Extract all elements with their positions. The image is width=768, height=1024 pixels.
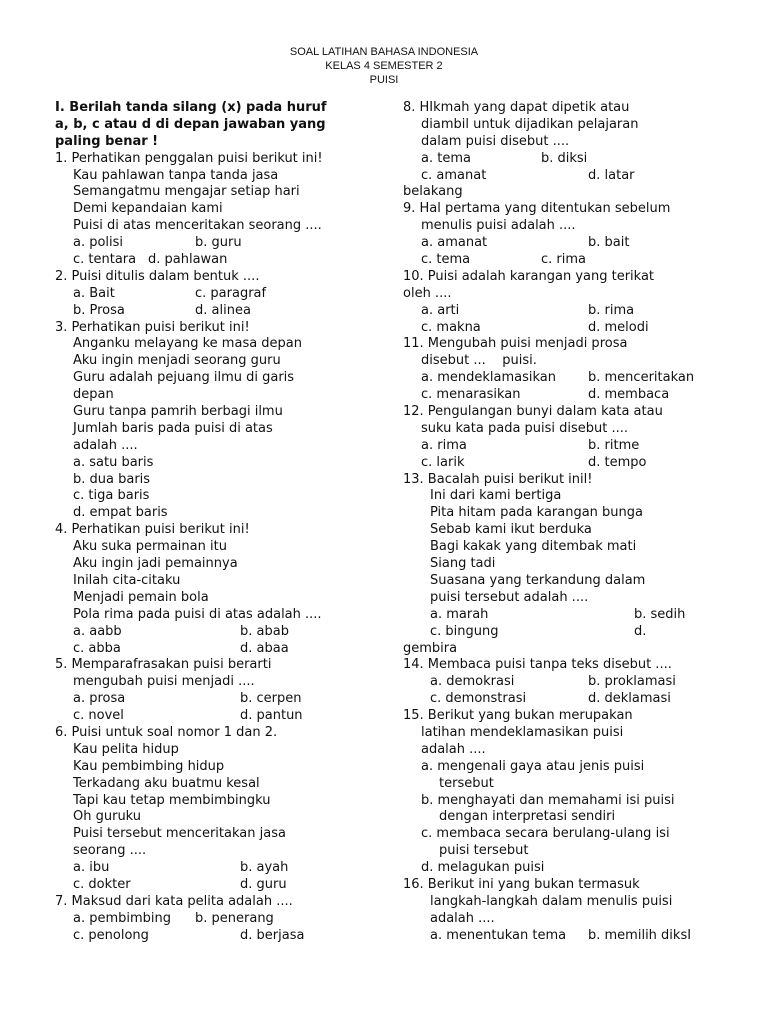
options-row xyxy=(55,252,390,269)
option-d[interactable]: d. berjasa xyxy=(240,927,305,943)
options-row xyxy=(403,455,718,472)
document-header xyxy=(0,45,768,87)
option-c[interactable]: c. tiga baris xyxy=(73,488,150,504)
poem-line: Kau pelita hidup xyxy=(73,741,179,757)
option-c[interactable]: c. bingung xyxy=(430,623,499,639)
option-a[interactable]: a. amanat xyxy=(421,235,488,251)
question-16-stem: 16. Berikut ini yang bukan termasuk xyxy=(403,876,640,892)
option-a[interactable]: a. Bait xyxy=(73,285,115,301)
question-2-stem: 2. Puisi ditulis dalam bentuk .... xyxy=(55,268,260,284)
options-row xyxy=(55,286,390,303)
options-row xyxy=(403,151,718,168)
question-15-stem: latihan mendeklamasikan puisi xyxy=(421,724,624,740)
question-9-stem: menulis puisi adalah .... xyxy=(421,218,576,234)
right-column xyxy=(403,100,718,945)
options-row xyxy=(55,911,390,928)
poem-line: Sebab kami ikut berduka xyxy=(430,522,592,538)
option-a[interactable]: a. rima xyxy=(421,437,467,453)
question-12-stem: suku kata pada puisi disebut .... xyxy=(421,420,629,436)
options-row xyxy=(403,607,718,624)
poem-line: depan xyxy=(73,387,114,403)
question-14-stem: 14. Membaca puisi tanpa teks disebut .... xyxy=(403,657,672,673)
option-b-continued: dengan interpretasi sendiri xyxy=(439,809,616,825)
options-row xyxy=(403,303,718,320)
option-a[interactable]: a. arti xyxy=(421,302,460,318)
option-a[interactable]: a. aabb xyxy=(73,623,122,639)
option-d[interactable]: d. latar xyxy=(588,167,635,183)
question-10-stem: oleh .... xyxy=(403,285,452,301)
option-a[interactable]: a. ibu xyxy=(73,860,110,876)
option-a[interactable]: a. satu baris xyxy=(73,454,154,470)
options-row xyxy=(55,708,390,725)
option-d-continued: gembira xyxy=(403,640,458,656)
option-d[interactable]: d. alinea xyxy=(195,302,251,318)
option-a[interactable]: a. mengenali gaya atau jenis puisi xyxy=(421,758,645,774)
option-b[interactable]: b. bait xyxy=(588,235,630,251)
poem-line: Tapi kau tetap membimbingku xyxy=(73,792,271,808)
option-c[interactable]: c. demonstrasi xyxy=(430,691,527,707)
poem-line: Bagi kakak yang ditembak mati xyxy=(430,539,637,555)
question-3-prompt: adalah .... xyxy=(73,437,138,453)
question-11-stem: disebut ... puisi. xyxy=(421,353,537,369)
options-row xyxy=(403,235,718,252)
options-row xyxy=(403,387,718,404)
poem-line: Kau pahlawan tanpa tanda jasa xyxy=(73,167,279,183)
options-row xyxy=(403,674,718,691)
option-d[interactable]: d. membaca xyxy=(588,387,670,403)
option-b[interactable]: b. ayah xyxy=(240,860,289,876)
options-row xyxy=(403,168,718,185)
options-row xyxy=(55,303,390,320)
question-6-prompt: seorang .... xyxy=(73,843,147,859)
option-b[interactable]: b. memilih diksI xyxy=(588,927,692,943)
poem-line: Menjadi pemain bola xyxy=(73,589,209,605)
option-b[interactable]: b. abab xyxy=(240,623,289,639)
options-row xyxy=(403,928,718,945)
question-13-prompt: Suasana yang terkandung dalam xyxy=(430,572,646,588)
question-15-stem: adalah .... xyxy=(421,741,486,757)
option-b[interactable]: b. proklamasi xyxy=(588,674,676,690)
option-c[interactable]: c. paragraf xyxy=(195,285,267,301)
question-11-stem: 11. Mengubah puisi menjadi prosa xyxy=(403,336,628,352)
option-a[interactable]: a. tema xyxy=(421,150,471,166)
question-1-stem: 1. Perhatikan penggalan puisi berikut ini! xyxy=(55,150,323,166)
options-row xyxy=(403,252,718,269)
question-5-stem: mengubah puisi menjadi .... xyxy=(73,674,255,690)
option-b[interactable]: b. Prosa xyxy=(73,302,125,318)
option-b[interactable]: b. cerpen xyxy=(240,691,302,707)
poem-line: Aku suka permainan itu xyxy=(73,539,227,555)
option-c[interactable]: c. tema xyxy=(421,252,471,268)
question-7-stem: 7. Maksud dari kata pelita adalah .... xyxy=(55,893,293,909)
option-d[interactable]: d. empat baris xyxy=(73,505,168,521)
option-d[interactable]: d. xyxy=(634,623,647,639)
question-12-stem: 12. Pengulangan bunyi dalam kata atau xyxy=(403,404,663,420)
poem-line: Terkadang aku buatmu kesal xyxy=(73,775,260,791)
option-c-continued: puisi tersebut xyxy=(439,843,529,859)
option-a[interactable]: a. marah xyxy=(430,606,489,622)
option-c[interactable]: c. penolong xyxy=(73,927,149,943)
option-d[interactable]: d. guru xyxy=(240,876,287,892)
poem-line: Ini dari kami bertiga xyxy=(430,488,562,504)
poem-line: Oh guruku xyxy=(73,809,142,825)
option-a[interactable]: a. pembimbing xyxy=(73,910,172,926)
options-row xyxy=(55,624,390,641)
option-c[interactable]: c. larik xyxy=(421,454,465,470)
options-row xyxy=(403,370,718,387)
question-6-prompt: Puisi tersebut menceritakan jasa xyxy=(73,826,286,842)
instruction-line: paling benar ! xyxy=(55,133,159,149)
poem-line: Siang tadi xyxy=(430,556,496,572)
document-topic: PUISI xyxy=(369,74,399,86)
poem-line: Anganku melayang ke masa depan xyxy=(73,336,303,352)
option-b[interactable]: b. guru xyxy=(195,235,242,251)
options-row xyxy=(55,691,390,708)
question-3-stem: 3. Perhatikan puisi berikut ini! xyxy=(55,319,250,335)
option-b[interactable]: b. penerang xyxy=(195,910,274,926)
options-row xyxy=(55,860,390,877)
option-d[interactable]: d. deklamasi xyxy=(588,691,671,707)
option-a[interactable]: a. prosa xyxy=(73,691,126,707)
left-column xyxy=(55,100,390,945)
question-8-stem: diambil untuk dijadikan pelajaran xyxy=(421,116,639,132)
options-row xyxy=(403,320,718,337)
options-row xyxy=(55,877,390,894)
option-b[interactable]: b. diksi xyxy=(541,150,588,166)
option-b[interactable]: b. dua baris xyxy=(73,471,151,487)
option-c[interactable]: c. membaca secara berulang-ulang isi xyxy=(421,826,670,842)
option-a-continued: tersebut xyxy=(439,775,494,791)
poem-line: Pita hitam pada karangan bunga xyxy=(430,505,643,521)
poem-line: Semangatmu mengajar setiap hari xyxy=(73,184,300,200)
question-5-stem: 5. Memparafrasakan puisi berarti xyxy=(55,657,272,673)
question-4-stem: 4. Perhatikan puisi berikut ini! xyxy=(55,522,250,538)
option-c[interactable]: c. menarasikan xyxy=(421,387,521,403)
options-row xyxy=(403,624,718,641)
option-c[interactable]: c. makna xyxy=(421,319,481,335)
option-c[interactable]: c. abba xyxy=(73,640,121,656)
question-9-stem: 9. Hal pertama yang ditentukan sebelum xyxy=(403,201,671,217)
question-10-stem: 10. Puisi adalah karangan yang terikat xyxy=(403,268,655,284)
option-b[interactable]: b. sedih xyxy=(634,606,686,622)
option-b[interactable]: b. menghayati dan memahami isi puisi xyxy=(421,792,675,808)
poem-line: Aku ingin jadi pemainnya xyxy=(73,556,238,572)
option-c[interactable]: c. novel xyxy=(73,708,124,724)
question-15-stem: 15. Berikut yang bukan merupakan xyxy=(403,708,633,724)
question-13-stem: 13. Bacalah puisi berikut inil! xyxy=(403,471,593,487)
option-c[interactable]: c. amanat xyxy=(421,167,487,183)
option-b[interactable]: b. ritme xyxy=(588,437,640,453)
poem-line: Kau pembimbing hidup xyxy=(73,758,225,774)
option-c[interactable]: c. dokter xyxy=(73,876,131,892)
option-a[interactable]: a. menentukan tema xyxy=(430,927,567,943)
option-d[interactable]: d. pahlawan xyxy=(148,252,228,268)
option-d[interactable]: d. tempo xyxy=(588,454,647,470)
options-row xyxy=(403,691,718,708)
poem-line: Demi kepandaian kami xyxy=(73,201,223,217)
question-8-stem: 8. HIkmah yang dapat dipetik atau xyxy=(403,100,630,115)
poem-line: Aku ingin menjadi seorang guru xyxy=(73,353,281,369)
poem-line: Inilah cita-citaku xyxy=(73,572,181,588)
options-row xyxy=(55,641,390,658)
option-d[interactable]: c. rima xyxy=(541,252,586,268)
instruction-line: I. Berilah tanda silang (x) pada huruf xyxy=(55,100,327,115)
question-8-stem: dalam puisi disebut .... xyxy=(421,133,570,149)
option-a[interactable]: a. polisi xyxy=(73,235,124,251)
document-class: KELAS 4 SEMESTER 2 xyxy=(325,60,443,72)
question-4-prompt: Pola rima pada puisi di atas adalah .... xyxy=(73,606,322,622)
option-d[interactable]: d. melodi xyxy=(588,319,649,335)
option-c[interactable]: c. tentara xyxy=(73,252,137,268)
instruction-line: a, b, c atau d di depan jawaban yang xyxy=(55,116,326,132)
document-title: SOAL LATIHAN BAHASA INDONESIA xyxy=(289,46,479,58)
poem-line: Guru adalah pejuang ilmu di garis xyxy=(73,370,295,386)
options-row xyxy=(403,438,718,455)
option-b[interactable]: b. rima xyxy=(588,302,635,318)
options-row xyxy=(55,928,390,945)
question-3-prompt: Jumlah baris pada puisi di atas xyxy=(73,420,273,436)
poem-line: Guru tanpa pamrih berbagi ilmu xyxy=(73,404,283,420)
option-d[interactable]: d. melagukan puisi xyxy=(421,860,545,876)
option-d-continued: belakang xyxy=(403,184,463,200)
option-d[interactable]: d. abaa xyxy=(240,640,289,656)
option-a[interactable]: a. demokrasi xyxy=(430,674,515,690)
question-13-prompt: puisi tersebut adalah .... xyxy=(430,589,589,605)
option-b[interactable]: b. menceritakan xyxy=(588,370,695,386)
question-1-prompt: Puisi di atas menceritakan seorang .... xyxy=(73,218,322,234)
question-16-stem: adalah .... xyxy=(430,910,495,926)
option-d[interactable]: d. pantun xyxy=(240,708,303,724)
options-row xyxy=(55,235,390,252)
option-a[interactable]: a. mendeklamasikan xyxy=(421,370,557,386)
question-16-stem: langkah-langkah dalam menulis puisi xyxy=(430,893,673,909)
question-6-stem: 6. Puisi untuk soal nomor 1 dan 2. xyxy=(55,724,278,740)
